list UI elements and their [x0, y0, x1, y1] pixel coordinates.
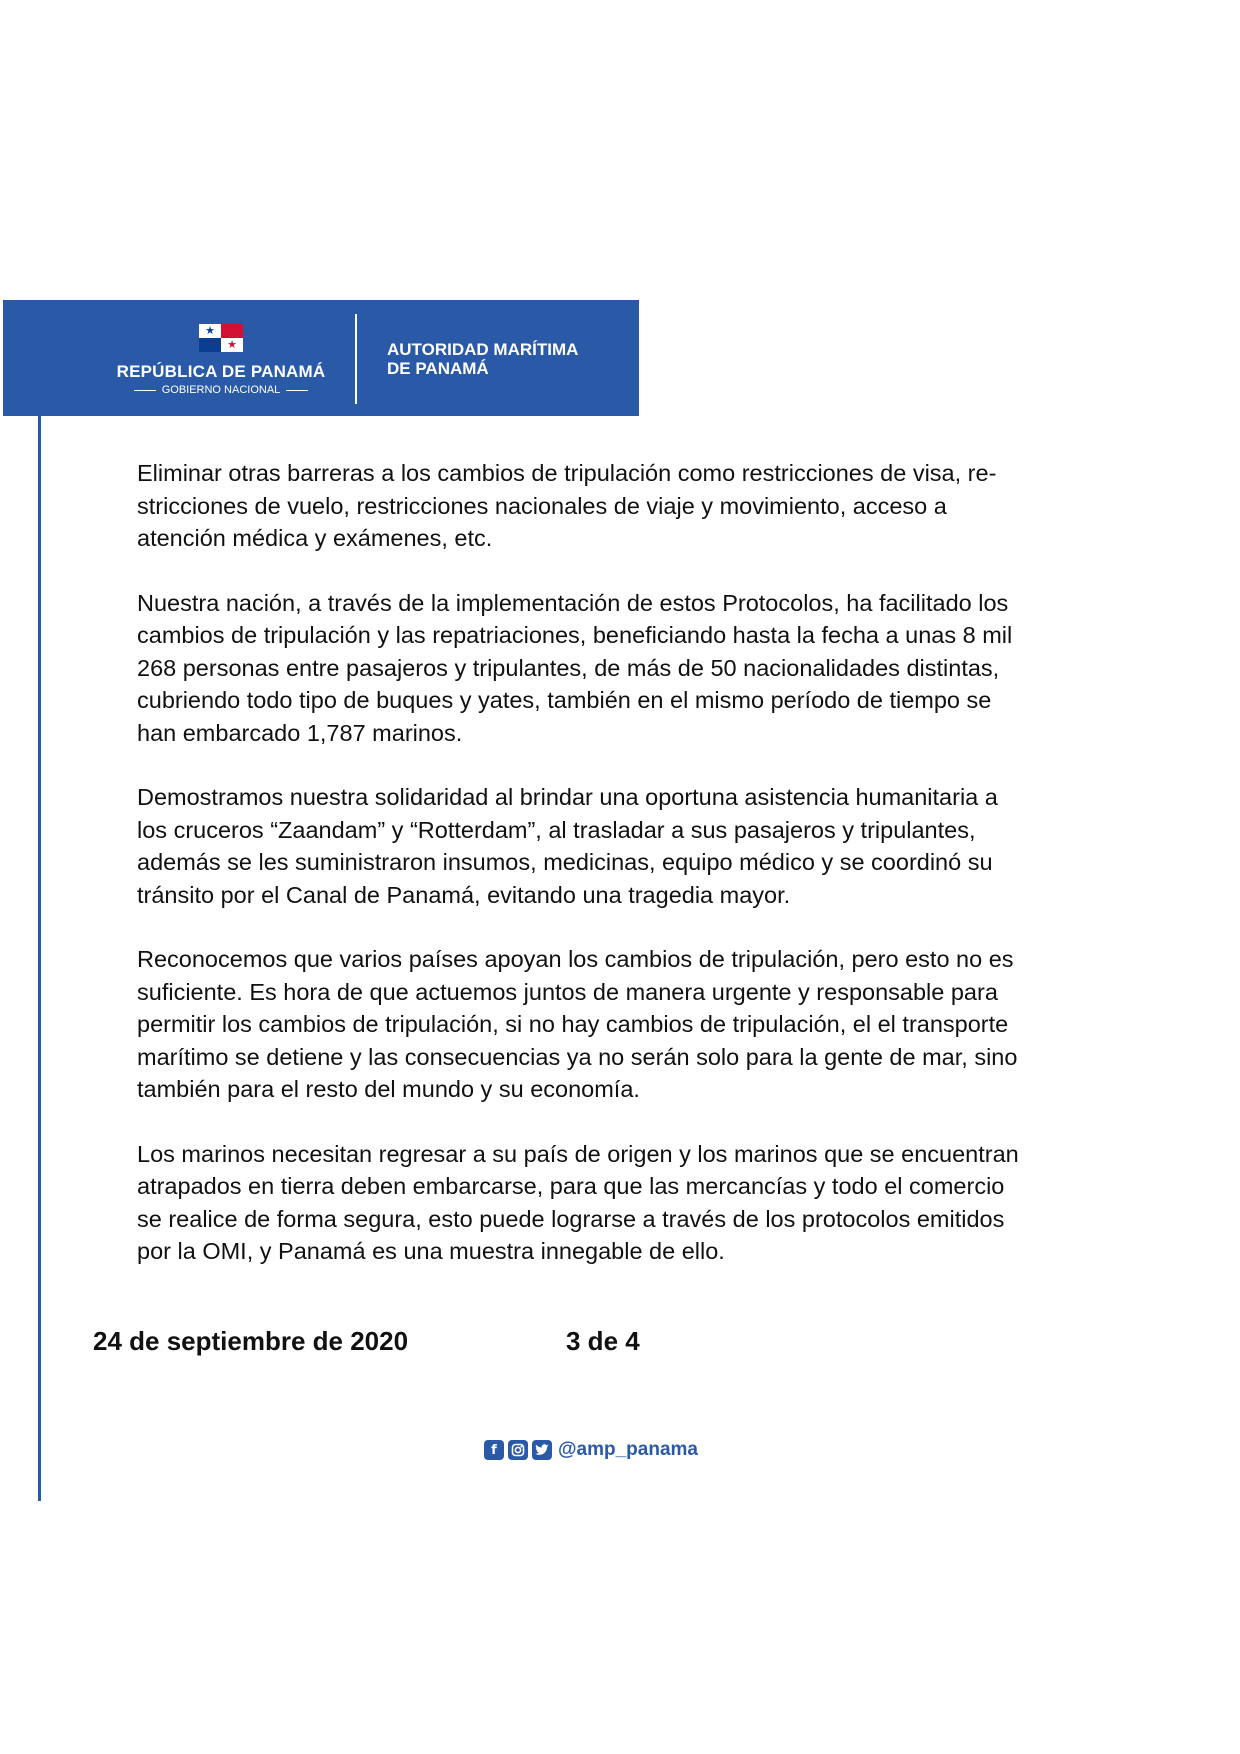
paragraph — [137, 587, 1157, 750]
instagram-icon[interactable] — [508, 1440, 528, 1460]
republic-name: REPÚBLICA DE PANAMÁ — [116, 362, 326, 381]
text-line: por la OMI, y Panamá es una muestra innegable de ello. — [137, 1238, 725, 1264]
text-line: marítimo se detiene y las consecuencias ya no serán solo para la gente de mar, sino — [137, 1043, 1018, 1070]
text-line: atrapados en tierra deben embarcarse, para que las mercancías y todo el comercio — [137, 1173, 1005, 1199]
decorative-line — [286, 390, 308, 391]
text-line: atención médica y exámenes, etc. — [137, 525, 493, 551]
text-line: también para el resto del mundo y su economía. — [137, 1076, 640, 1102]
page-number: 3 de 4 — [566, 1326, 640, 1356]
text-line: Nuestra nación, a través de la implementación de estos Protocolos, ha facilitado los — [137, 589, 1009, 616]
paragraph — [137, 457, 1157, 555]
authority-name — [387, 340, 627, 378]
text-line: se realice de forma segura, esto puede lograrse a través de los protocolos emitidos — [137, 1205, 1005, 1232]
government-label: GOBIERNO NACIONAL — [161, 384, 281, 396]
document-body — [137, 457, 1157, 1300]
text-line: stricciones de vuelo, restricciones nacionales de viaje y movimiento, acceso a — [137, 492, 947, 519]
text-line: 268 personas entre pasajeros y tripulantes, de más de 50 nacionalidades distintas, — [137, 654, 1000, 681]
text-line: cambios de tripulación y las repatriaciones, beneficiando hasta la fecha a unas 8 mil — [137, 622, 1013, 648]
document-date: 24 de septiembre de 2020 — [93, 1326, 409, 1356]
text-line: los cruceros “Zaandam” y “Rotterdam”, al trasladar a sus pasajeros y tripulantes, — [137, 816, 976, 843]
text-line: Reconocemos que varios países apoyan los cambios de tripulación, pero esto no es — [137, 946, 1014, 972]
paragraph — [137, 781, 1157, 911]
twitter-icon[interactable] — [532, 1440, 552, 1460]
text-line: Los marinos necesitan regresar a su país de origen y los marinos que se encuentran — [137, 1140, 1019, 1167]
facebook-icon[interactable]: f — [484, 1440, 504, 1460]
government-name — [109, 384, 333, 396]
text-line: además se les suministraron insumos, medicinas, equipo médico y se coordinó su — [137, 849, 993, 875]
header-banner — [3, 300, 639, 416]
text-line: Demostramos nuestra solidaridad al brindar una oportuna asistencia humanitaria a — [137, 784, 998, 810]
text-line: Eliminar otras barreras a los cambios de tripulación como restricciones de visa, re- — [137, 460, 997, 486]
left-vertical-rule — [38, 416, 41, 1501]
text-line: permitir los cambios de tripulación, si no hay cambios de tripulación, el el transporte — [137, 1011, 1009, 1037]
star-icon: ★ — [205, 324, 215, 337]
authority-name-line: AUTORIDAD MARÍTIMA — [387, 340, 579, 359]
decorative-line — [134, 390, 156, 391]
social-handle[interactable]: @amp_panama — [558, 1439, 698, 1460]
star-icon: ★ — [227, 338, 237, 351]
text-line: tránsito por el Canal de Panamá, evitando una tragedia mayor. — [137, 881, 791, 908]
text-line: suficiente. Es hora de que actuemos juntos de manera urgente y responsable para — [137, 978, 998, 1005]
paragraph — [137, 1138, 1157, 1268]
paragraph — [137, 943, 1157, 1106]
authority-name-line: DE PANAMÁ — [387, 359, 489, 378]
text-line: han embarcado 1,787 marinos. — [137, 719, 463, 746]
text-line: cubriendo todo tipo de buques y yates, también en el mismo período de tiempo se — [137, 687, 992, 713]
panama-flag-icon — [199, 324, 243, 352]
social-links — [484, 1438, 698, 1462]
header-divider — [355, 314, 357, 404]
